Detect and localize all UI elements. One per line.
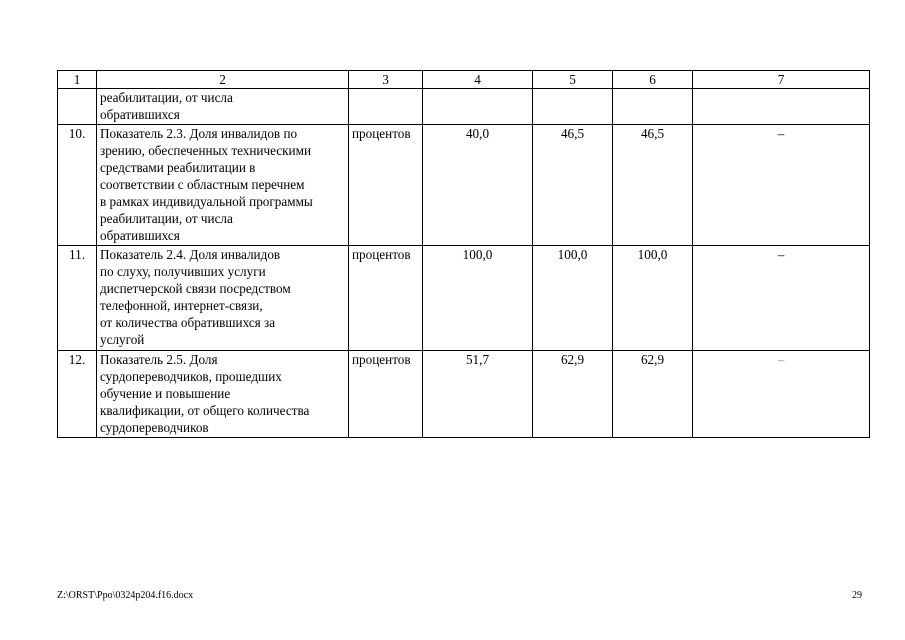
unit-cell [349,89,423,125]
footer-file-path: Z:\ORST\Ppo\0324p204.f16.docx [57,590,194,601]
value-col-4: 51,7 [423,351,533,438]
page-number: 29 [852,590,862,601]
value-col-6: 100,0 [613,246,693,351]
header-cell-5: 5 [533,71,613,89]
row-number [58,89,97,125]
header-cell-2: 2 [97,71,349,89]
indicator-name: реабилитации, от числа обратившихся [97,89,349,125]
header-cell-6: 6 [613,71,693,89]
value-col-4: 40,0 [423,125,533,246]
row-number: 11. [58,246,97,351]
value-col-5: 100,0 [533,246,613,351]
unit-cell: процентов [349,351,423,438]
value-col-6: 62,9 [613,351,693,438]
indicator-name: Показатель 2.3. Доля инвалидов по зрению, обеспеченных техническими средствами реабилитации в соответствии с областным перечнем в рамках индивидуальной программы реабилитации, от числа обратившихся [97,125,349,246]
header-cell-4: 4 [423,71,533,89]
value-col-5: 62,9 [533,351,613,438]
value-col-7: – [693,351,870,438]
value-col-5 [533,89,613,125]
table-row-12 [58,351,870,438]
header-cell-1: 1 [58,71,97,89]
value-col-7: – [693,246,870,351]
value-col-5: 46,5 [533,125,613,246]
value-col-7: – [693,125,870,246]
value-col-6: 46,5 [613,125,693,246]
unit-cell: процентов [349,125,423,246]
table-row-10 [58,125,870,246]
row-number: 10. [58,125,97,246]
row-number: 12. [58,351,97,438]
table-header-row [58,71,870,89]
value-col-6 [613,89,693,125]
unit-cell: процентов [349,246,423,351]
value-col-4 [423,89,533,125]
indicators-table [57,70,870,438]
table-row-11 [58,246,870,351]
value-col-4: 100,0 [423,246,533,351]
indicator-name: Показатель 2.5. Доля сурдопереводчиков, прошедших обучение и повышение квалификации, от общего количества сурдопереводчиков [97,351,349,438]
header-cell-7: 7 [693,71,870,89]
header-cell-3: 3 [349,71,423,89]
table-row-continuation [58,89,870,125]
value-col-7 [693,89,870,125]
indicator-name: Показатель 2.4. Доля инвалидов по слуху, получивших услуги диспетчерской связи посредством телефонной, интернет-связи, от количества обратившихся за услугой [97,246,349,351]
